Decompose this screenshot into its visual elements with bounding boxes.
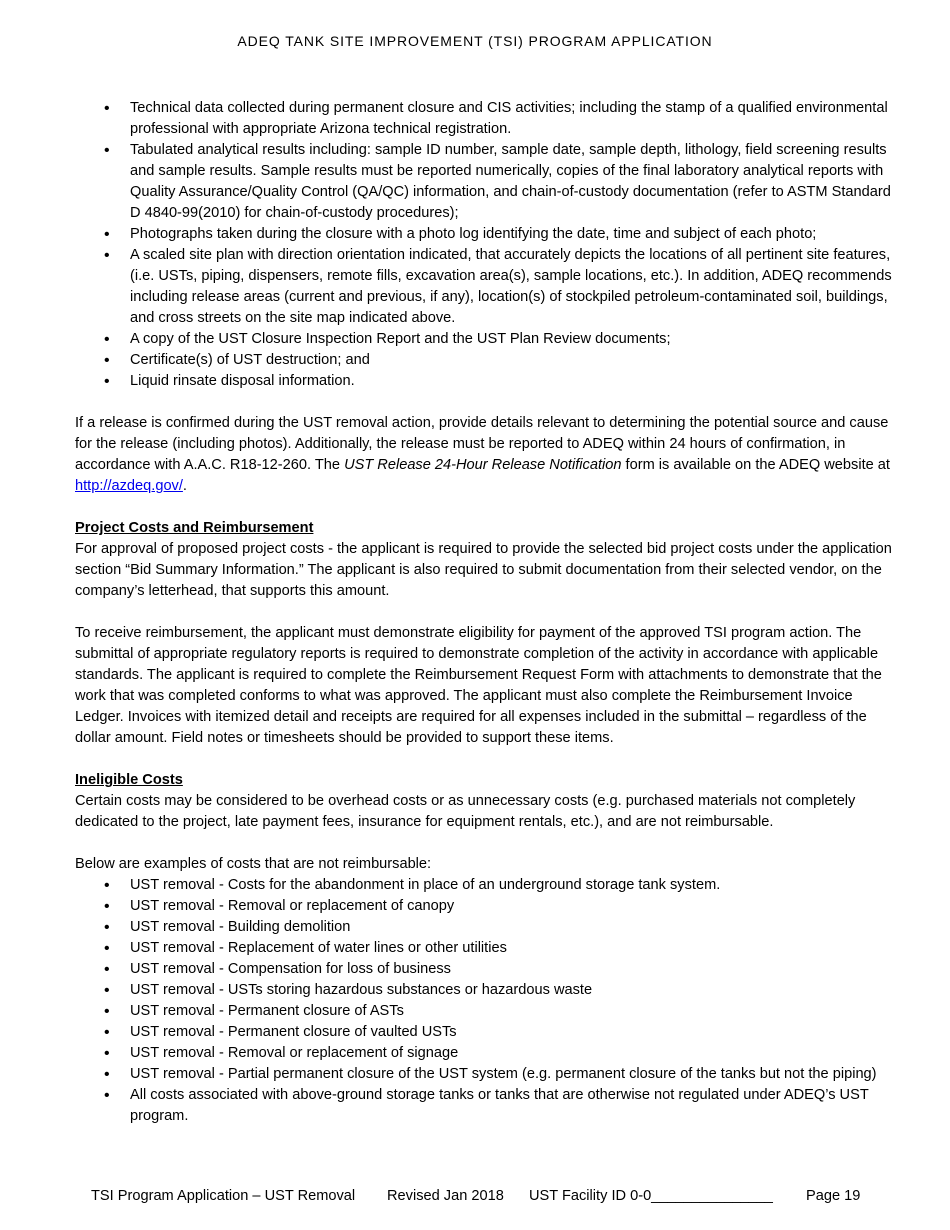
list-item: • UST removal - Permanent closure of vaulted USTs bbox=[130, 1022, 897, 1043]
ineligible-costs-paragraph: Certain costs may be considered to be overhead costs or as unnecessary costs (e.g. purchased materials not completely dedicated to the project, late payment fees, insurance for equipment rentals, etc.), and are not reimbursable. bbox=[75, 793, 856, 830]
examples-intro: Below are examples of costs that are not reimbursable: bbox=[75, 856, 432, 872]
ineligible-costs-list bbox=[75, 875, 897, 1127]
adeq-website-link[interactable]: http://azdeq.gov/ bbox=[75, 478, 183, 494]
footer-application: TSI Program Application – UST Removal bbox=[91, 1188, 356, 1204]
list-item: • UST removal - Costs for the abandonment in place of an underground storage tank system. bbox=[130, 875, 897, 896]
list-item: • UST removal - Permanent closure of ASTs bbox=[130, 1001, 897, 1022]
list-item: • UST removal - USTs storing hazardous substances or hazardous waste bbox=[130, 980, 897, 1001]
list-item: • UST removal - Removal or replacement of canopy bbox=[130, 896, 897, 917]
project-costs-paragraph: For approval of proposed project costs - the applicant is required to provide the selected bid project costs under the application section “Bid Summary Information.” The applicant is also required to submit documentation from their selected vendor, on the company’s letterhead, that supports this amount. bbox=[75, 541, 892, 599]
footer-page-number: Page 19 bbox=[806, 1188, 861, 1204]
list-item: • A scaled site plan with direction orientation indicated, that accurately depicts the locations of all pertinent site features, (i.e. USTs, piping, dispensers, remote fills, excavation area(s), sample locations, etc.). In addition, ADEQ recommends including release areas (current and previous, if any), location(s) of stockpiled petroleum-contaminated soil, buildings, and cross streets on the site map indicated above. bbox=[130, 245, 897, 329]
list-item: • UST removal - Removal or replacement of signage bbox=[130, 1043, 897, 1064]
page-content bbox=[75, 98, 897, 1127]
list-item: • Photographs taken during the closure with a photo log identifying the date, time and subject of each photo; bbox=[130, 224, 897, 245]
project-costs-heading: Project Costs and Reimbursement bbox=[75, 520, 314, 536]
ineligible-costs-heading: Ineligible Costs bbox=[75, 772, 183, 788]
list-item: • UST removal - Building demolition bbox=[130, 917, 897, 938]
list-item: • Technical data collected during permanent closure and CIS activities; including the stamp of a qualified environmental professional with appropriate Arizona technical registration. bbox=[130, 98, 897, 140]
list-item: • UST removal - Replacement of water lines or other utilities bbox=[130, 938, 897, 959]
release-paragraph: If a release is confirmed during the UST removal action, provide details relevant to determining the potential source and cause for the release (including photos). Additionally, the release must be reported to ADEQ within 24 hours of confirmation, in accordance with A.A.C. R18-12-260. The UST Release 24-Hour Release Notification form is available on the ADEQ website at http://azdeq.gov/. bbox=[75, 415, 890, 494]
release-form-name: UST Release 24-Hour Release Notification bbox=[344, 457, 622, 473]
list-item: • A copy of the UST Closure Inspection Report and the UST Plan Review documents; bbox=[130, 329, 897, 350]
list-item: • UST removal - Compensation for loss of business bbox=[130, 959, 897, 980]
closure-report-list bbox=[75, 98, 897, 392]
reimbursement-paragraph: To receive reimbursement, the applicant must demonstrate eligibility for payment of the approved TSI program action. The submittal of appropriate regulatory reports is required to demonstrate completion of the activity in accordance with applicable standards. The applicant is required to complete the Reimbursement Request Form with attachments to demonstrate that the work that was completed conforms to what was approved. The applicant must also complete the Reimbursement Invoice Ledger. Invoices with itemized detail and receipts are required for all expenses included in the submittal – regardless of the dollar amount. Field notes or timesheets should be provided to support these items. bbox=[75, 625, 882, 746]
list-item: • Tabulated analytical results including: sample ID number, sample date, sample depth, lithology, field screening results and sample results. Sample results must be reported numerically, copies of the final laboratory analytical reports with Quality Assurance/Quality Control (QA/QC) information, and chain-of-custody documentation (refer to ASTM Standard D 4840-99(2010) for chain-of-custody procedures); bbox=[130, 140, 897, 224]
list-item: • Certificate(s) of UST destruction; and bbox=[130, 350, 897, 371]
page-header: ADEQ TANK SITE IMPROVEMENT (TSI) PROGRAM APPLICATION bbox=[237, 33, 713, 49]
list-item: • Liquid rinsate disposal information. bbox=[130, 371, 897, 392]
footer-facility-id: UST Facility ID 0-0_______________ bbox=[529, 1188, 773, 1204]
list-item: • UST removal - Partial permanent closure of the UST system (e.g. permanent closure of the tanks but not the piping) bbox=[130, 1064, 897, 1085]
footer-revised: Revised Jan 2018 bbox=[387, 1188, 504, 1204]
list-item: • All costs associated with above-ground storage tanks or tanks that are otherwise not regulated under ADEQ’s UST program. bbox=[130, 1085, 897, 1127]
